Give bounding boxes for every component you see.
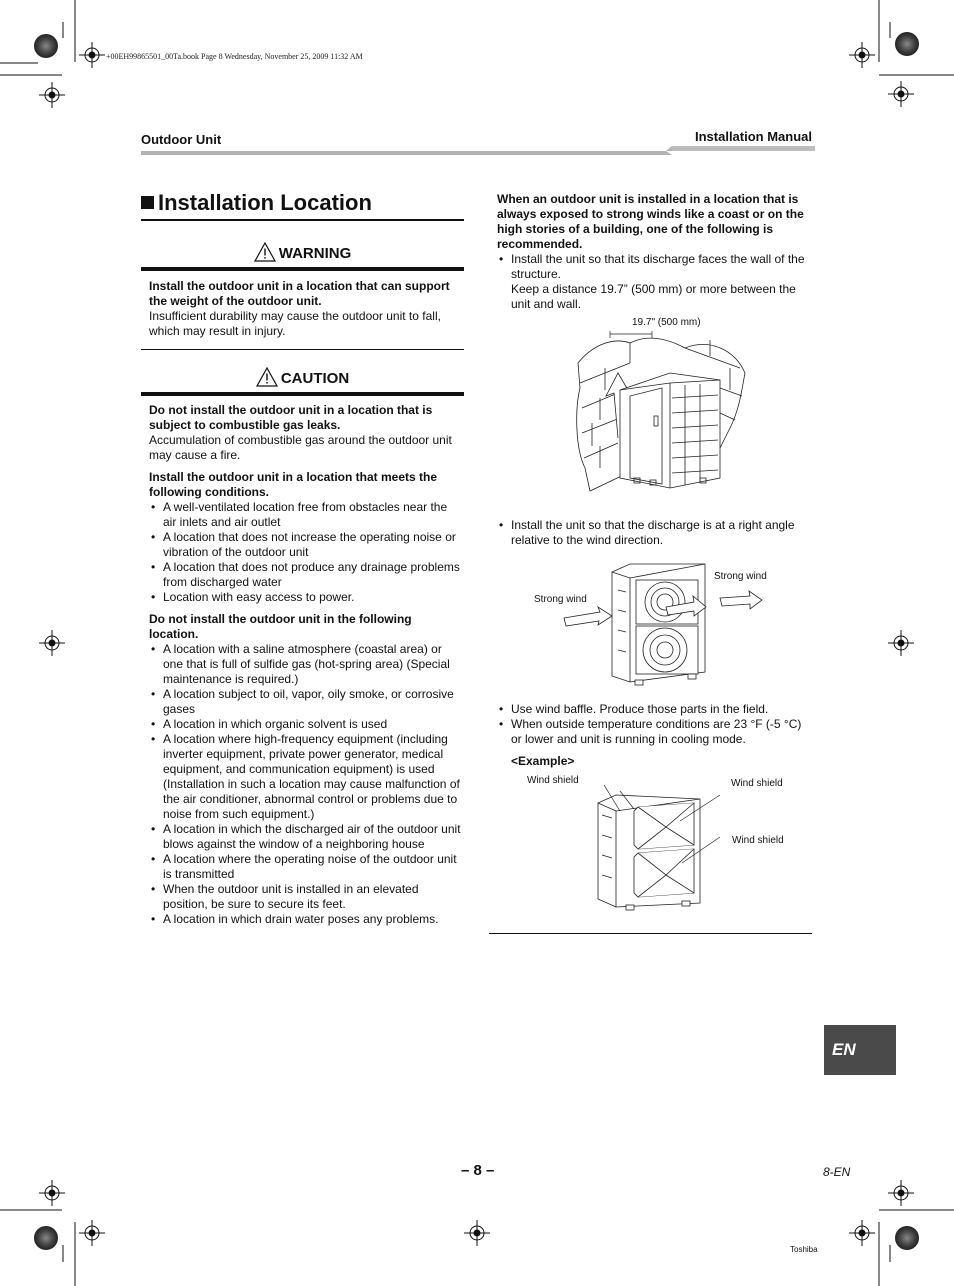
conditions-list [149, 500, 462, 605]
right-column [497, 192, 813, 312]
caution-bold-1: Do not install the outdoor unit in a location that is subject to combustible gas leaks. [149, 403, 433, 432]
wind-baffle-list [497, 702, 813, 747]
caution-text-1: Accumulation of combustible gas around the outdoor unit may cause a fire. [149, 433, 452, 462]
print-info-line: +00EH99865501_00Ta.book Page 8 Wednesday, November 25, 2009 11:32 AM [106, 52, 363, 61]
warning-box [141, 271, 464, 349]
page-number: – 8 – [461, 1162, 495, 1179]
warning-label: WARNING [278, 245, 352, 262]
caution-box [141, 396, 464, 937]
wind-shield-label-bottom: Wind shield [732, 835, 784, 846]
caution-heading [141, 366, 464, 392]
list-item: • A location in which the discharged air of the outdoor unit blows against the window of a neighboring house [149, 822, 462, 852]
list-item: • When the outdoor unit is installed in an elevated position, be sure to secure its feet. [149, 882, 462, 912]
example-label: <Example> [511, 754, 575, 768]
list-item: • A location that does not increase the operating noise or vibration of the outdoor unit [149, 530, 462, 560]
strong-wind-intro: When an outdoor unit is installed in a location that is always exposed to strong winds like a coast or on the high stories of a building, one of the following is recommended. [497, 192, 804, 251]
wall-list [497, 252, 813, 312]
list-item: • A location that does not produce any drainage problems from discharged water [149, 560, 462, 590]
caution-triangle-icon [256, 367, 278, 387]
page-title-text: Installation Location [158, 190, 372, 215]
wind-shield-figure [590, 785, 720, 915]
list-item: • A location where high-frequency equipment (including inverter equipment, private power generator, medical equipment, and communication equipment) is used (Installation in such a location may cause malfunction of the air conditioner, abnormal control or problems due to noise from such equipment.) [149, 732, 462, 822]
column-end-rule [489, 933, 812, 934]
list-item: • Location with easy access to power. [149, 590, 462, 605]
list-item: • A location in which organic solvent is used [149, 717, 462, 732]
page-title [141, 188, 464, 218]
brand-name: Toshiba [790, 1245, 818, 1254]
bullet-text: Install the unit so that its discharge faces the wall of the structure. [511, 252, 805, 281]
page-code: 8-EN [823, 1165, 851, 1179]
left-column [141, 188, 464, 937]
caution-label: CAUTION [280, 370, 350, 387]
header-manual-name: Installation Manual [694, 129, 812, 144]
wind-shield-label-top: Wind shield [731, 778, 783, 789]
bullet-continuation: Keep a distance 19.7” (500 mm) or more between the unit and wall. [511, 282, 796, 311]
caution-bold-2: Install the outdoor unit in a location that meets the following conditions. [149, 470, 438, 499]
unit-wall-figure [570, 328, 750, 498]
wind-direction-figure [560, 560, 770, 690]
wind-shield-label-left: Wind shield [527, 775, 579, 786]
language-tab: EN [824, 1025, 896, 1075]
list-item: • A location with a saline atmosphere (coastal area) or one that is full of sulfide gas (hot-spring area) (Special maintenance is required.) [149, 642, 462, 687]
warning-triangle-icon [254, 242, 276, 262]
list-item: • A location in which drain water poses any problems. [149, 912, 462, 927]
right-angle-section [497, 518, 813, 548]
strong-wind-label-left: Strong wind [534, 594, 587, 605]
list-item: • When outside temperature conditions are 23 °F (-5 °C) or lower and unit is running in cooling mode. [497, 717, 813, 747]
header-section-name: Outdoor Unit [141, 132, 222, 147]
caution-bold-3: Do not install the outdoor unit in the following location. [149, 612, 412, 641]
list-item: • A well-ventilated location free from obstacles near the air inlets and air outlet [149, 500, 462, 530]
right-angle-list [497, 518, 813, 548]
warning-text: Insufficient durability may cause the outdoor unit to fall, which may result in injury. [149, 309, 441, 338]
square-bullet-icon [141, 196, 154, 209]
list-item: • Install the unit so that the discharge is at a right angle relative to the wind direction. [497, 518, 813, 548]
list-item [497, 252, 813, 312]
distance-label: 19.7" (500 mm) [632, 317, 701, 328]
warning-heading [141, 241, 464, 267]
wind-baffle-section [497, 702, 813, 769]
list-item: • Use wind baffle. Produce those parts in the field. [497, 702, 813, 717]
avoid-list [149, 642, 462, 927]
warning-bold-text: Install the outdoor unit in a location that can support the weight of the outdoor unit. [149, 279, 450, 308]
list-item: • A location where the operating noise of the outdoor unit is transmitted [149, 852, 462, 882]
list-item: • A location subject to oil, vapor, oily smoke, or corrosive gases [149, 687, 462, 717]
strong-wind-label-right: Strong wind [714, 571, 767, 582]
header-rule [141, 145, 815, 157]
